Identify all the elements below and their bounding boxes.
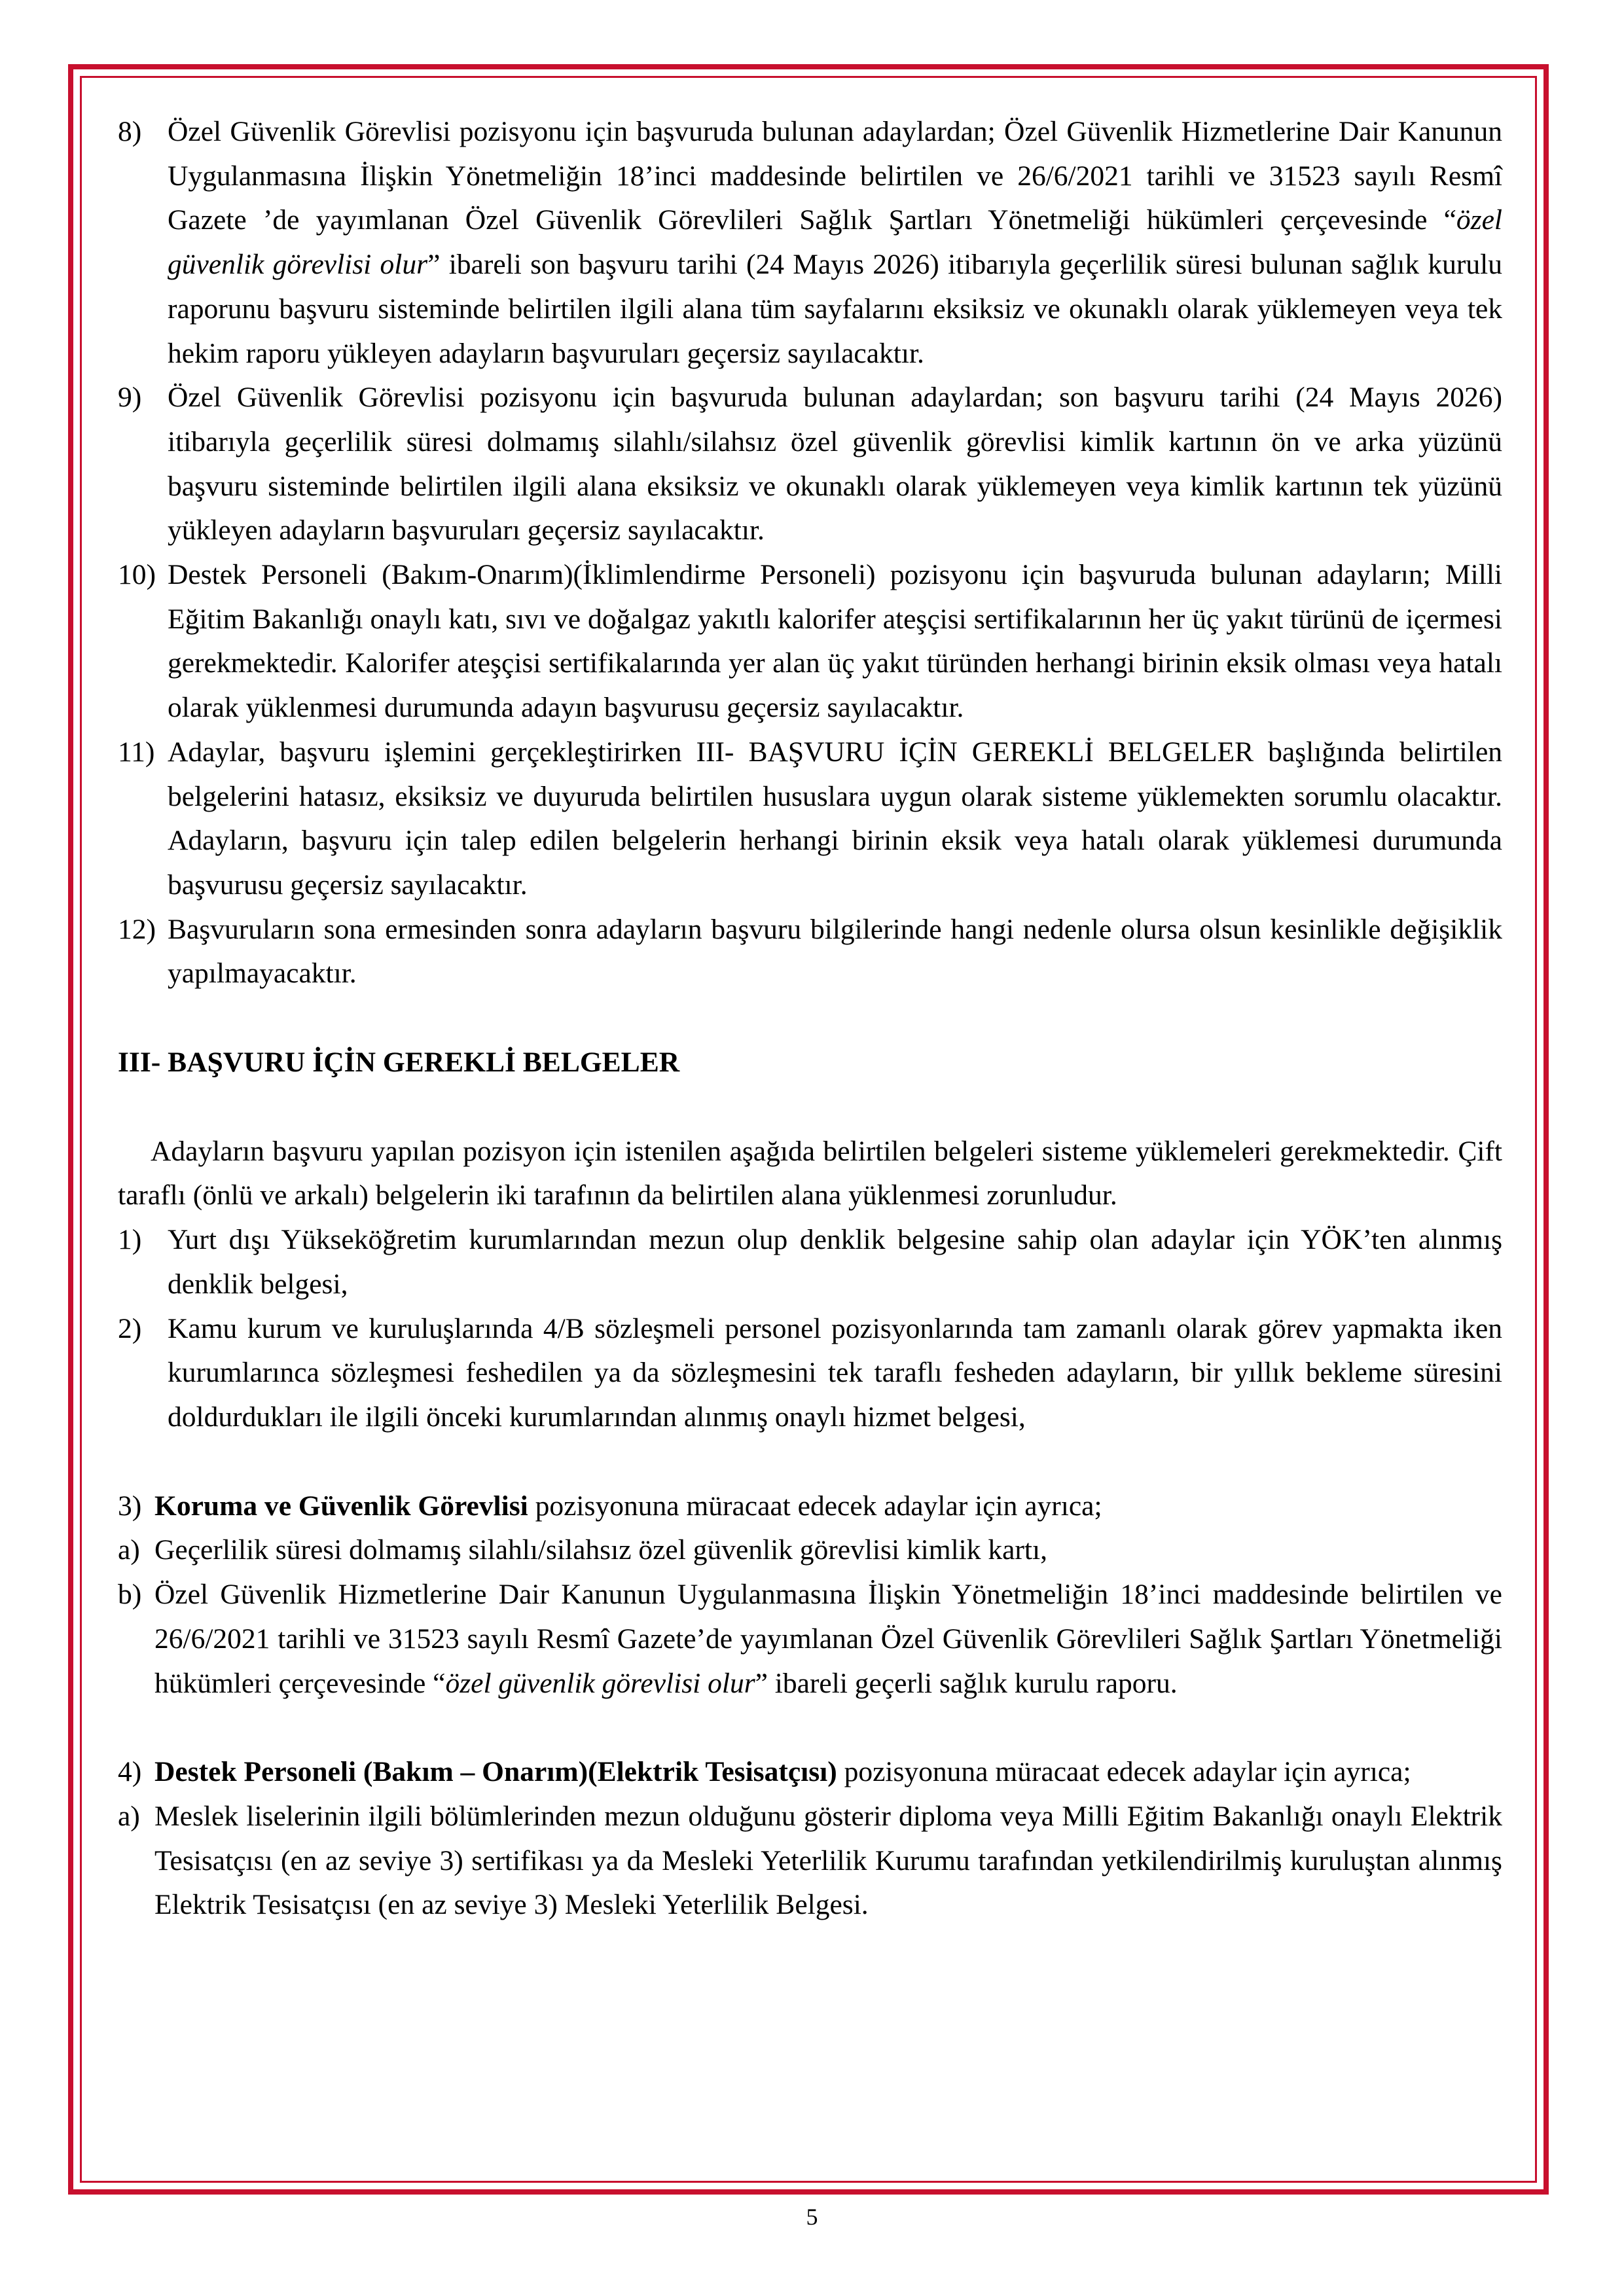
item-text: Özel Güvenlik Görevlisi pozisyonu için başvuruda bulunan adaylardan; Özel Güvenlik Hizmetlerine Dair Kanunun Uygulanmasına İlişkin Yönetmeliğin 18’inci maddesinde belirtilen ve 26/6/2021 tarihli ve 31523 sayılı Resmî Gazete ’de yayımlanan Özel Güvenlik Görevlileri Sağlık Şartları Yönetmeliği hükümleri çerçevesinde “	[168, 116, 1502, 236]
item-number: 9)	[118, 382, 142, 414]
list-item	[118, 110, 1502, 376]
spacer	[118, 1440, 1502, 1484]
list-item	[118, 1218, 1502, 1306]
item-italic-text: özel güvenlik görevlisi olur	[445, 1667, 755, 1699]
list-item	[118, 553, 1502, 730]
item-text: Yurt dışı Yükseköğretim kurumlarından mezun olup denklik belgesine sahip olan adaylar için YÖK’ten alınmış denklik belgesi,	[168, 1224, 1502, 1300]
item-number: 2)	[118, 1312, 142, 1344]
item-text: Kamu kurum ve kuruluşlarında 4/B sözleşmeli personel pozisyonlarında tam zamanlı olarak görev yapmakta iken kurumlarınca sözleşmesi feshedilen ya da sözleşmesini tek taraflı fesheden adayların, bir yıllık bekleme süresini doldurdukları ile ilgili önceki kurumlarından alınmış onaylı hizmet belgesi,	[168, 1312, 1502, 1433]
list-item	[118, 1750, 1502, 1795]
item-letter: b)	[118, 1579, 142, 1611]
item-text: Adaylar, başvuru işlemini gerçekleştirirken III- BAŞVURU İÇİN GEREKLİ BELGELER başlığında belirtilen belgelerini hatasız, eksiksiz ve duyuruda belirtilen hususlara uygun olarak sisteme yüklemekten sorumlu olacaktır. Adayların, başvuru için talep edilen belgelerin herhangi birinin eksik veya hatalı olarak yüklemesi durumunda başvurusu geçersiz sayılacaktır.	[168, 736, 1502, 901]
list-item	[118, 908, 1502, 996]
item-text: Destek Personeli (Bakım-Onarım)(İklimlendirme Personeli) pozisyonu için başvuruda bulunan adayların; Milli Eğitim Bakanlığı onaylı katı, sıvı ve doğalgaz yakıtlı kalorifer ateşçisi sertifikalarının her üç yakıt türünü de içermesi gerekmektedir. Kalorifer ateşçisi sertifikalarında yer alan üç yakıt türünden herhangi birinin eksik olması veya hatalı olarak yüklenmesi durumunda adayın başvurusu geçersiz sayılacaktır.	[168, 559, 1502, 724]
item-text: ” ibareli geçerli sağlık kurulu raporu.	[755, 1667, 1178, 1699]
item-letter: a)	[118, 1534, 140, 1566]
section-heading: III- BAŞVURU İÇİN GEREKLİ BELGELER	[118, 1047, 680, 1079]
item-number: 10)	[118, 559, 156, 591]
sub-list-item	[118, 1528, 1502, 1573]
item-bold-text: Koruma ve Güvenlik Görevlisi	[154, 1490, 528, 1522]
item-letter: a)	[118, 1800, 140, 1832]
list-item	[118, 1484, 1502, 1529]
item-number: 8)	[118, 116, 142, 147]
page-number: 5	[806, 2204, 818, 2230]
item-italic-text: özel güvenlik görevlisi olur	[168, 204, 1502, 281]
item-text: ” ibareli son başvuru tarihi (24 Mayıs 2026) itibarıyla geçerlilik süresi bulunan sağlık kurulu raporunu başvuru sisteminde belirtilen ilgili alana tüm sayfalarını eksiksiz ve okunaklı olarak yüklemeyen veya tek hekim raporu yükleyen adayların başvuruları geçersiz sayılacaktır.	[168, 249, 1502, 369]
item-text: pozisyonuna müracaat edecek adaylar için ayrıca;	[837, 1756, 1411, 1788]
item-text: Özel Güvenlik Hizmetlerine Dair Kanunun Uygulanmasına İlişkin Yönetmeliğin 18’inci maddesinde belirtilen ve 26/6/2021 tarihli ve 31523 sayılı Resmî Gazete’de yayımlanan Özel Güvenlik Görevlileri Sağlık Şartları Yönetmeliği hükümleri çerçevesinde “	[154, 1579, 1502, 1699]
sub-list-item	[118, 1573, 1502, 1706]
item-number: 1)	[118, 1224, 142, 1256]
item-text: pozisyonuna müracaat edecek adaylar için ayrıca;	[528, 1490, 1102, 1522]
intro-paragraph: Adayların başvuru yapılan pozisyon için istenilen aşağıda belirtilen belgeleri sisteme yüklemeleri gerekmektedir. Çift taraflı (önlü ve arkalı) belgelerin iki tarafının da belirtilen alana yüklenmesi zorunludur.	[118, 1135, 1502, 1211]
sub-list-item	[118, 1795, 1502, 1928]
item-number: 3)	[118, 1490, 142, 1522]
item-text: Özel Güvenlik Görevlisi pozisyonu için başvuruda bulunan adaylardan; son başvuru tarihi (24 Mayıs 2026) itibarıyla geçerlilik süresi dolmamış silahlı/silahsız özel güvenlik görevlisi kimlik kartının ön ve arka yüzünü başvuru sisteminde belirtilen ilgili alana eksiksiz ve okunaklı olarak yüklemeyen veya kimlik kartının tek yüzünü yükleyen adayların başvuruları geçersiz sayılacaktır.	[168, 382, 1502, 547]
item-number: 11)	[118, 736, 155, 768]
spacer	[118, 1706, 1502, 1750]
item-number: 12)	[118, 913, 156, 945]
item-text: Meslek liselerinin ilgili bölümlerinden mezun olduğunu gösterir diploma veya Milli Eğitim Bakanlığı onaylı Elektrik Tesisatçısı (en az seviye 3) sertifikası ya da Mesleki Yeterlilik Kurumu tarafından yetkilendirilmiş kuruluştan alınmış Elektrik Tesisatçısı (en az seviye 3) Mesleki Yeterlilik Belgesi.	[154, 1800, 1502, 1921]
list-item	[118, 1307, 1502, 1440]
list-item	[118, 376, 1502, 553]
document-body	[118, 110, 1502, 1928]
item-text: Geçerlilik süresi dolmamış silahlı/silahsız özel güvenlik görevlisi kimlik kartı,	[154, 1534, 1047, 1566]
item-text: Başvuruların sona ermesinden sonra adayların başvuru bilgilerinde hangi nedenle olursa olsun kesinlikle değişiklik yapılmayacaktır.	[168, 913, 1502, 990]
item-number: 4)	[118, 1756, 142, 1788]
item-bold-text: Destek Personeli (Bakım – Onarım)(Elektrik Tesisatçısı)	[154, 1756, 837, 1788]
list-item	[118, 730, 1502, 908]
